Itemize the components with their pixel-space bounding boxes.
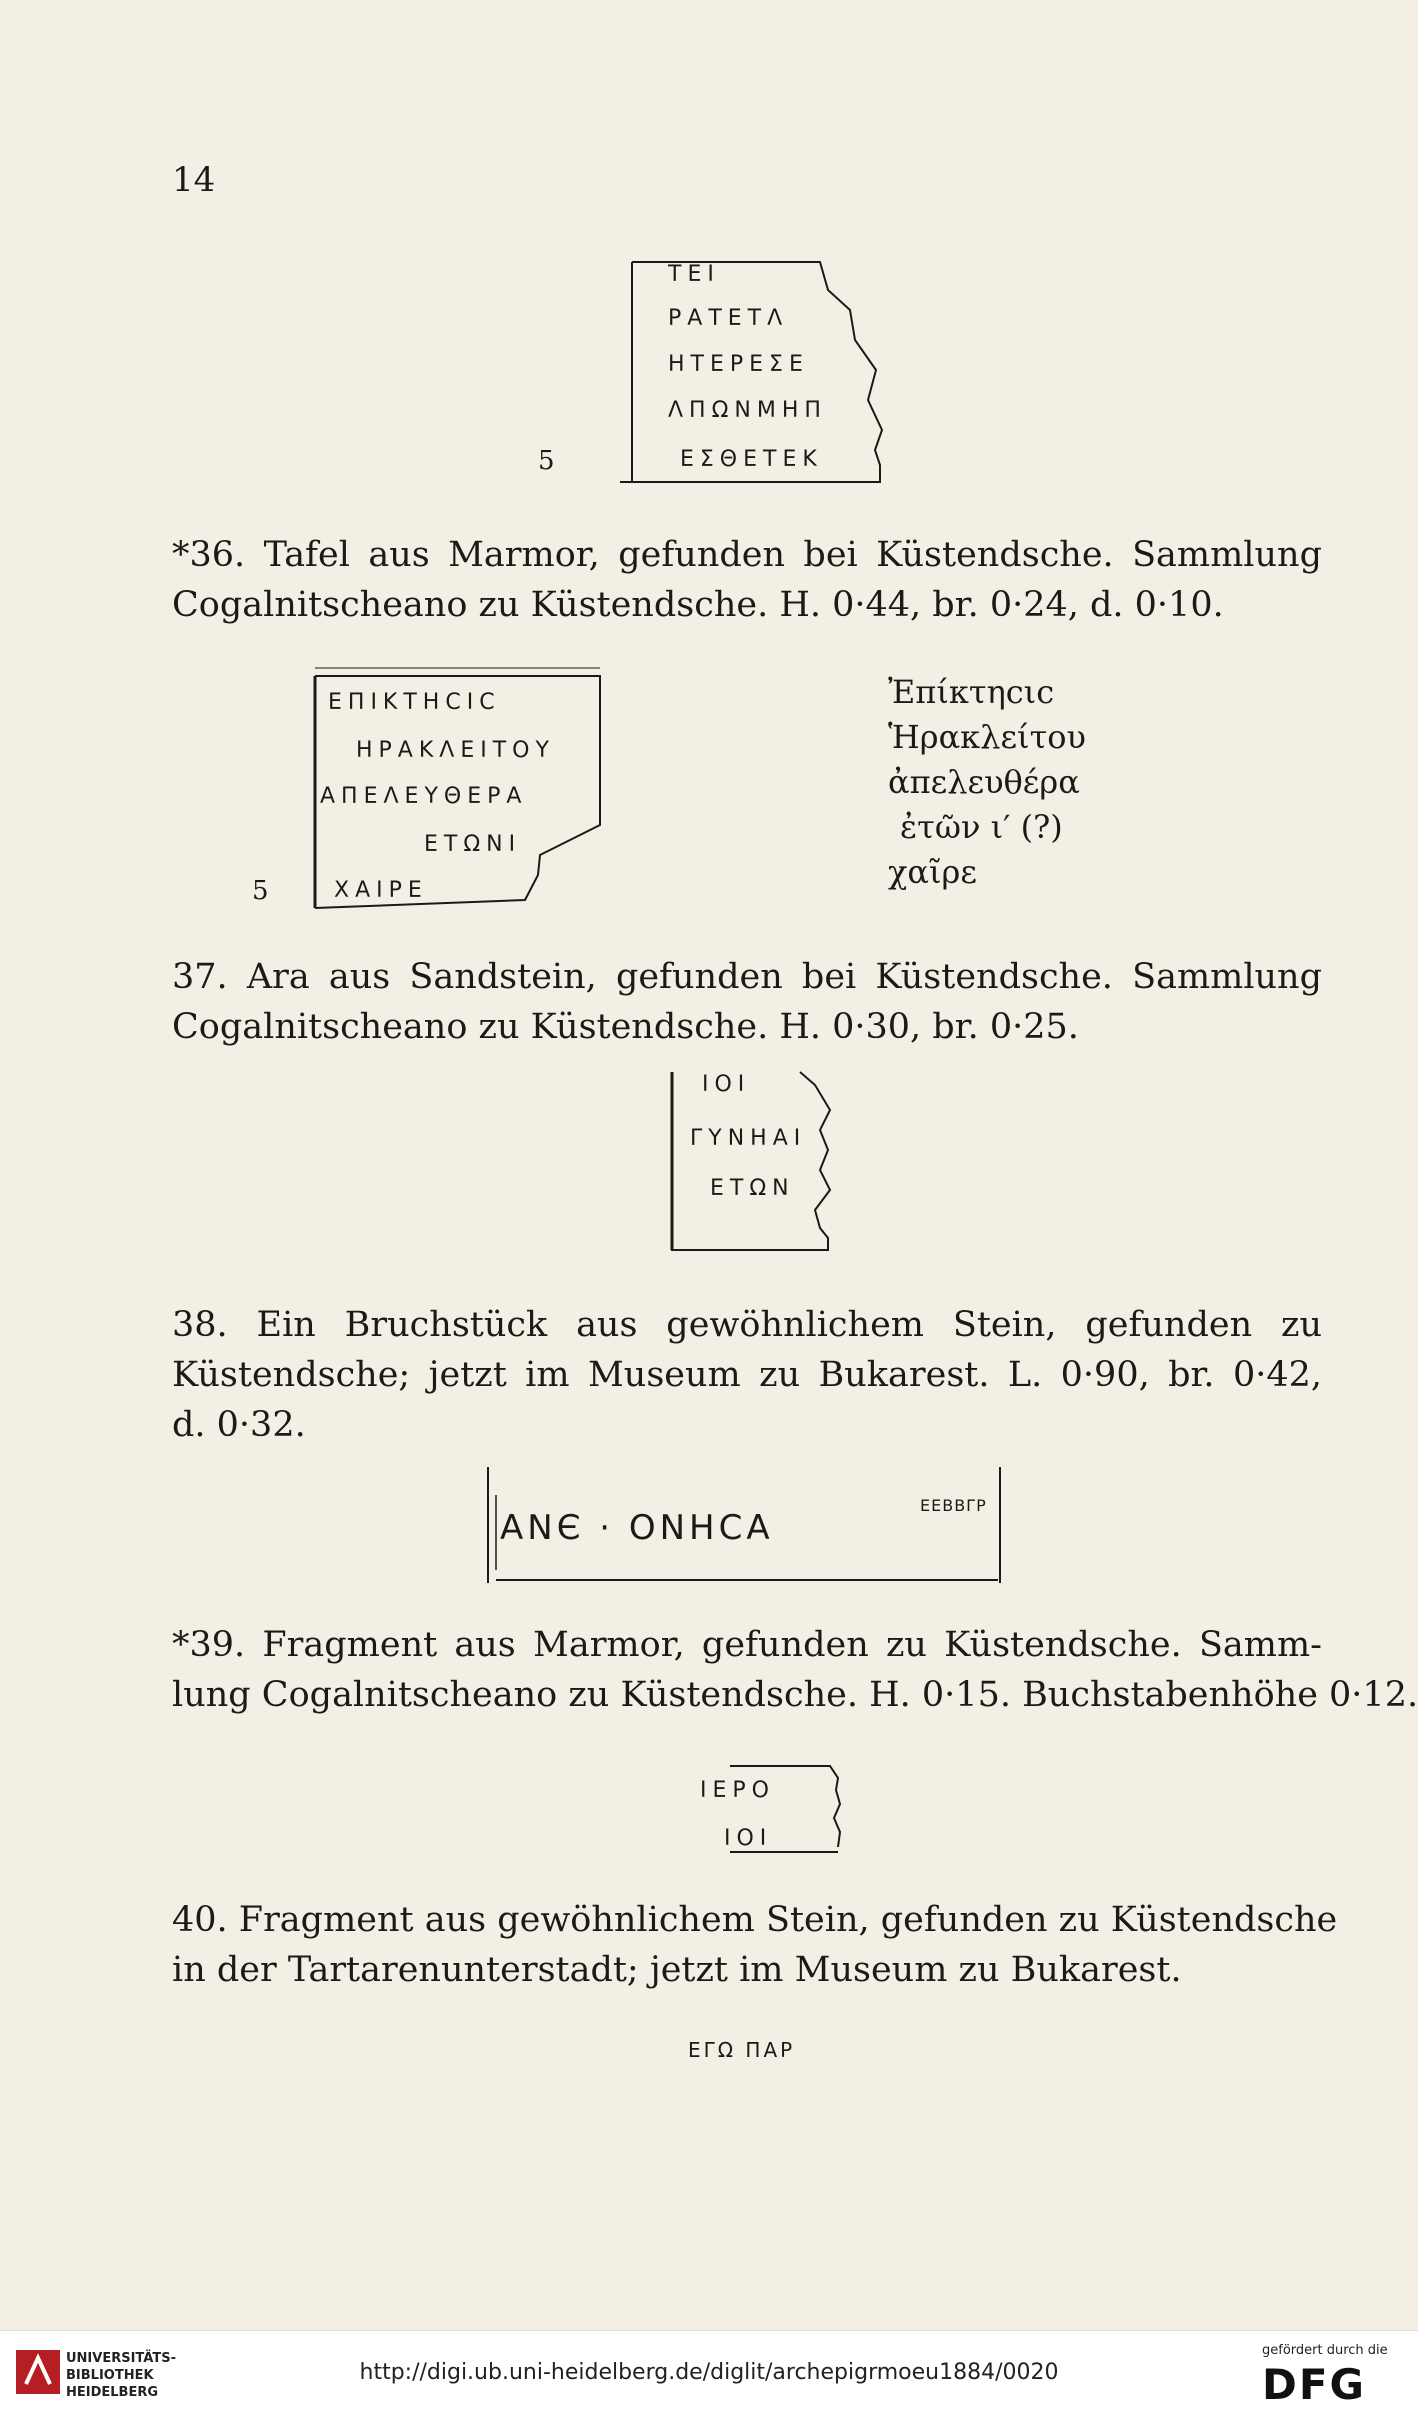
inscription-35-line-4: ΛΠΩΝΜΗΠ [668, 398, 827, 423]
inscription-36-transcription [888, 670, 1086, 895]
inscription-38-main: ΑΝЄ · ΟΝΗCΑ [500, 1508, 774, 1548]
inscription-36-line-4: ΕΤΩΝΙ [424, 832, 522, 857]
inscription-37-line-1: ΙΟΙ [702, 1072, 751, 1097]
entry-37-text [172, 952, 1322, 1052]
page-number: 14 [172, 160, 216, 200]
entry-36-line-2: Cogalnitscheano zu Küstendsche. H. 0·44, br. 0·24, d. 0·10. [172, 585, 1224, 625]
inscription-36-line-5: ΧΑΙΡΕ [334, 878, 428, 903]
inscription-36-line-1: ΕΠΙΚΤΗCΙC [328, 690, 501, 715]
entry-38-text [172, 1300, 1322, 1450]
entry-37-line-1: 37. Ara aus Sandstein, gefunden bei Küstendsche. Sammlung [172, 957, 1322, 997]
funding-caption: gefördert durch die [1262, 2343, 1388, 2358]
library-line-1: UNIVERSITÄTS- [66, 2351, 176, 2366]
inscription-35-line-1: ΤΕΙ [668, 262, 720, 287]
transcription-line-4: ἐτῶν ι′ (?) [900, 808, 1063, 846]
entry-37-line-2: Cogalnitscheano zu Küstendsche. H. 0·30, br. 0·25. [172, 1007, 1079, 1047]
entry-39-line-1: *39. Fragment aus Marmor, gefunden zu Küstendsche. Samm- [172, 1625, 1322, 1665]
entry-39-line-2: lung Cogalnitscheano zu Küstendsche. H. 0·15. Buchstabenhöhe 0·12. [172, 1675, 1418, 1715]
inscription-35-line-3: ΗΤΕΡΕΣΕ [668, 352, 809, 377]
inscription-39-line-1: ΙΕΡΟ [700, 1778, 775, 1803]
inscription-36-line-number: 5 [252, 876, 269, 906]
inscription-35-line-5: ΕΣΘΕΤΕΚ [680, 447, 823, 472]
transcription-line-5: χαῖρε [888, 853, 977, 891]
entry-36-line-1: *36. Tafel aus Marmor, gefunden bei Küstendsche. Sammlung [172, 535, 1322, 575]
permalink-url[interactable]: http://digi.ub.uni-heidelberg.de/diglit/archepigrmoeu1884/0020 [359, 2360, 1059, 2385]
entry-40-text [172, 1895, 1338, 1995]
inscription-38-small: ΕΕΒΒΓΡ [920, 1496, 987, 1515]
library-line-3: HEIDELBERG [66, 2385, 159, 2400]
inscription-37-line-2: ΓΥΝΗΑΙ [690, 1126, 807, 1151]
entry-40-line-2: in der Tartarenunterstadt; jetzt im Museum zu Bukarest. [172, 1950, 1182, 1990]
inscription-40-line: ΕΓΩ ΠΑΡ [688, 2038, 796, 2062]
inscription-39-line-2: ΙΟΙ [724, 1826, 773, 1851]
transcription-line-2: Ἡρακλείτου [888, 718, 1086, 756]
inscription-36-line-2: ΗΡΑΚΛΕΙΤΟΥ [356, 738, 555, 763]
entry-40-line-1: 40. Fragment aus gewöhnlichem Stein, gefunden zu Küstendsche [172, 1900, 1338, 1940]
dfg-logo: DFG [1262, 2360, 1367, 2409]
inscription-39-frame [690, 1752, 860, 1862]
entry-39-text [172, 1620, 1418, 1720]
inscription-35-line-2: ΡΑΤΕΤΛ [668, 306, 789, 331]
entry-36-text [172, 530, 1322, 630]
entry-38-line-2: Küstendsche; jetzt im Museum zu Bukarest. L. 0·90, br. 0·42, [172, 1355, 1322, 1395]
inscription-35-line-number: 5 [538, 446, 555, 476]
transcription-line-1: Ἐπίκτηcιc [888, 673, 1055, 711]
transcription-line-3: ἀπελευθέρα [888, 763, 1080, 801]
entry-38-line-1: 38. Ein Bruchstück aus gewöhnlichem Stein, gefunden zu [172, 1305, 1322, 1345]
inscription-36-line-3: ΑΠΕΛΕΥΘΕΡΑ [320, 784, 528, 809]
inscription-37-line-3: ΕΤΩΝ [710, 1176, 795, 1201]
library-line-2: BIBLIOTHEK [66, 2368, 154, 2383]
inscription-37-frame [660, 1060, 860, 1270]
entry-38-line-3: d. 0·32. [172, 1405, 306, 1445]
